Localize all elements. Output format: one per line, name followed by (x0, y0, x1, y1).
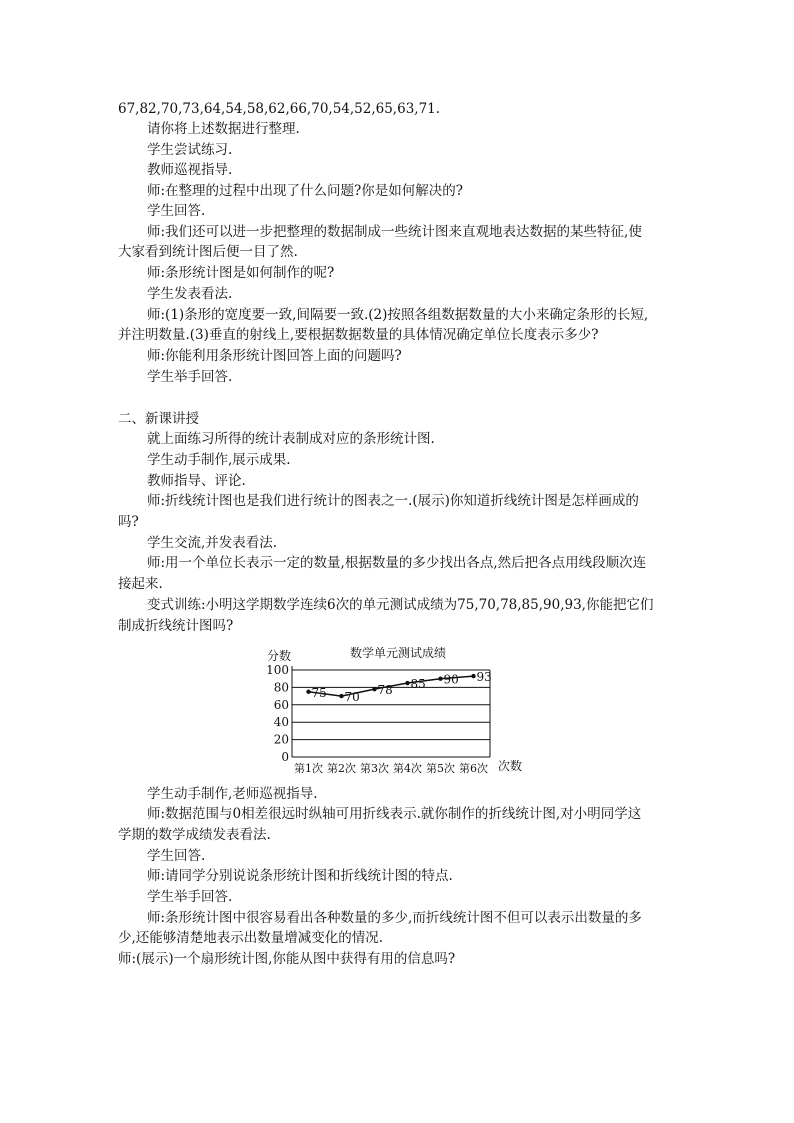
chart-ytick-label: 20 (273, 732, 289, 747)
text-line: 学生举手回答. (147, 369, 233, 385)
chart-title: 数学单元测试成绩 (349, 646, 447, 660)
text-line: 师:在整理的过程中出现了什么问题?你是如何解决的? (147, 183, 464, 199)
chart-xtick-label: 第1次 (294, 762, 323, 775)
text-line: 学期的数学成绩发表看法. (118, 827, 271, 843)
text-line: 请你将上述数据进行整理. (147, 121, 300, 137)
chart-ytick-label: 60 (273, 697, 289, 712)
text-line: 67,82,70,73,64,54,58,62,66,70,54,52,65,63,71. (118, 101, 441, 117)
text-line: 学生交流,并发表看法. (147, 535, 278, 551)
chart-ytick-label: 0 (281, 750, 289, 764)
chart-ylabel: 分数 (267, 649, 292, 663)
chart-ytick-label: 40 (273, 715, 289, 730)
text-line: 学生举手回答. (147, 889, 233, 905)
section-heading: 二、新课讲授 (118, 411, 199, 427)
text-line: 学生回答. (147, 203, 206, 219)
chart-point (306, 690, 310, 694)
chart-point (471, 674, 475, 678)
text-line: 师:数据范围与0相差很远时纵轴可用折线表示.就你制作的折线统计图,对小明同学这 (147, 806, 642, 822)
text-line: 教师巡视指导. (147, 162, 233, 178)
line-chart (262, 640, 534, 780)
text-line: 师:你能利用条形统计图回答上面的问题吗? (147, 348, 402, 364)
text-line: 少,还能够清楚地表示出数量增减变化的情况. (118, 930, 384, 946)
text-line: 制成折线统计图吗? (118, 618, 234, 634)
chart-xtick-label: 第4次 (393, 762, 422, 775)
chart-xtick-label: 第5次 (426, 762, 455, 775)
text-line: 学生发表看法. (147, 286, 233, 302)
chart-point (438, 677, 442, 681)
text-line: 师:用一个单位长表示一定的数量,根据数量的多少找出各点,然后把各点用线段顺次连 (147, 555, 647, 571)
chart-point (372, 687, 376, 691)
text-line: 就上面练习所得的统计表制成对应的条形统计图. (147, 431, 435, 447)
chart-xlabel: 次数 (498, 759, 523, 773)
text-line: 并注明数量.(3)垂直的射线上,要根据数据数量的具体情况确定单位长度表示多少? (118, 327, 599, 343)
chart-xtick-label: 第3次 (360, 762, 389, 775)
chart-ytick-label: 80 (273, 680, 289, 695)
text-line: 师:我们还可以进一步把整理的数据制成一些统计图来直观地表达数据的某些特征,使 (147, 224, 642, 240)
text-line: 吗? (118, 514, 139, 530)
text-line: 师:(展示)一个扇形统计图,你能从图中获得有用的信息吗? (118, 951, 456, 967)
text-line: 大家看到统计图后便一目了然. (118, 244, 298, 260)
text-line: 学生动手制作,展示成果. (147, 452, 291, 468)
text-line: 接起来. (118, 576, 163, 592)
text-line: 师:请同学分别说说条形统计图和折线统计图的特点. (147, 868, 453, 884)
chart-data-label: 70 (344, 690, 360, 705)
chart-xtick-label: 第6次 (459, 762, 488, 775)
chart-xtick-label: 第2次 (327, 762, 356, 775)
text-line: 师:折线统计图也是我们进行统计的图表之一.(展示)你知道折线统计图是怎样画成的 (147, 493, 639, 509)
chart-data-label: 90 (443, 672, 459, 687)
text-line: 学生回答. (147, 848, 206, 864)
text-line: 师:条形统计图中很容易看出各种数量的多少,而折线统计图不但可以表示出数量的多 (147, 910, 642, 926)
chart-data-label: 85 (410, 677, 426, 692)
text-line: 学生动手制作,老师巡视指导. (147, 786, 318, 802)
text-line: 师:条形统计图是如何制作的呢? (147, 265, 335, 281)
chart-data-label: 75 (311, 685, 327, 700)
text-line: 教师指导、评论. (147, 473, 246, 489)
chart-data-label: 78 (377, 683, 393, 698)
chart-point (405, 681, 409, 685)
chart-ytick-label: 100 (266, 663, 289, 677)
chart-point (339, 694, 343, 698)
chart-data-label: 93 (476, 670, 492, 685)
text-line: 变式训练:小明这学期数学连续6次的单元测试成绩为75,70,78,85,90,93,你能把它们 (147, 597, 654, 613)
text-line: 师:(1)条形的宽度要一致,间隔要一致.(2)按照各组数据数量的大小来确定条形的长短, (147, 307, 649, 323)
text-line: 学生尝试练习. (147, 142, 233, 158)
